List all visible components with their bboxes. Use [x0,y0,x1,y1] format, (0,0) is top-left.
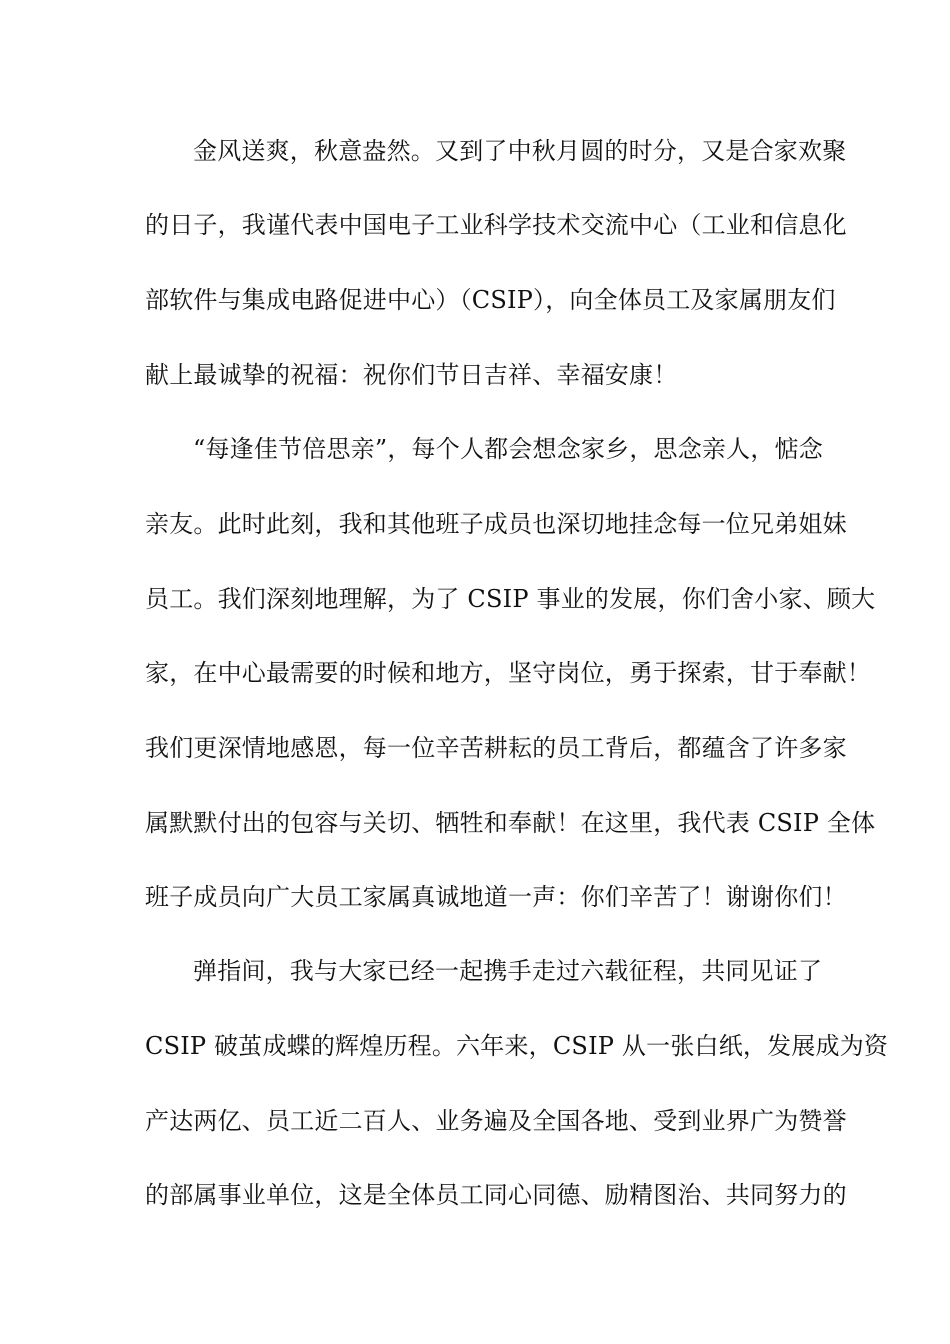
paragraph-2-line-1: “每逢佳节倍思亲”，每个人都会想念家乡，思念亲人，惦念 [193,435,823,463]
paragraph-1-line-2: 的日子，我谨代表中国电子工业科学技术交流中心（工业和信息化 [145,211,847,239]
paragraph-1-line-3: 部软件与集成电路促进中心）（CSIP），向全体员工及家属朋友们 [145,286,836,314]
paragraph-1-line-4: 献上最诚挚的祝福：祝你们节日吉祥、幸福安康！ [145,361,678,389]
paragraph-3-line-4: 的部属事业单位，这是全体员工同心同德、励精图治、共同努力的 [145,1181,847,1209]
paragraph-1-line-1: 金风送爽，秋意盎然。又到了中秋月圆的时分，又是合家欢聚 [193,137,847,165]
paragraph-2-line-3: 员工。我们深刻地理解，为了 CSIP 事业的发展，你们舍小家、顾大 [145,585,876,613]
paragraph-2-line-7: 班子成员向广大员工家属真诚地道一声：你们辛苦了！谢谢你们！ [145,883,847,911]
paragraph-2-line-2: 亲友。此时此刻，我和其他班子成员也深切地挂念每一位兄弟姐妹 [145,510,847,538]
paragraph-3-line-3: 产达两亿、员工近二百人、业务遍及全国各地、受到业界广为赞誉 [145,1107,847,1135]
paragraph-3-line-1: 弹指间，我与大家已经一起携手走过六载征程，共同见证了 [193,957,823,985]
paragraph-2-line-4: 家，在中心最需要的时候和地方，坚守岗位，勇于探索，甘于奉献！ [145,659,871,687]
paragraph-3-line-2: CSIP 破茧成蝶的辉煌历程。六年来，CSIP 从一张白纸，发展成为资 [145,1032,889,1060]
paragraph-2-line-5: 我们更深情地感恩，每一位辛苦耕耘的员工背后，都蕴含了许多家 [145,734,847,762]
paragraph-2-line-6: 属默默付出的包容与关切、牺牲和奉献！在这里，我代表 CSIP 全体 [145,809,876,837]
